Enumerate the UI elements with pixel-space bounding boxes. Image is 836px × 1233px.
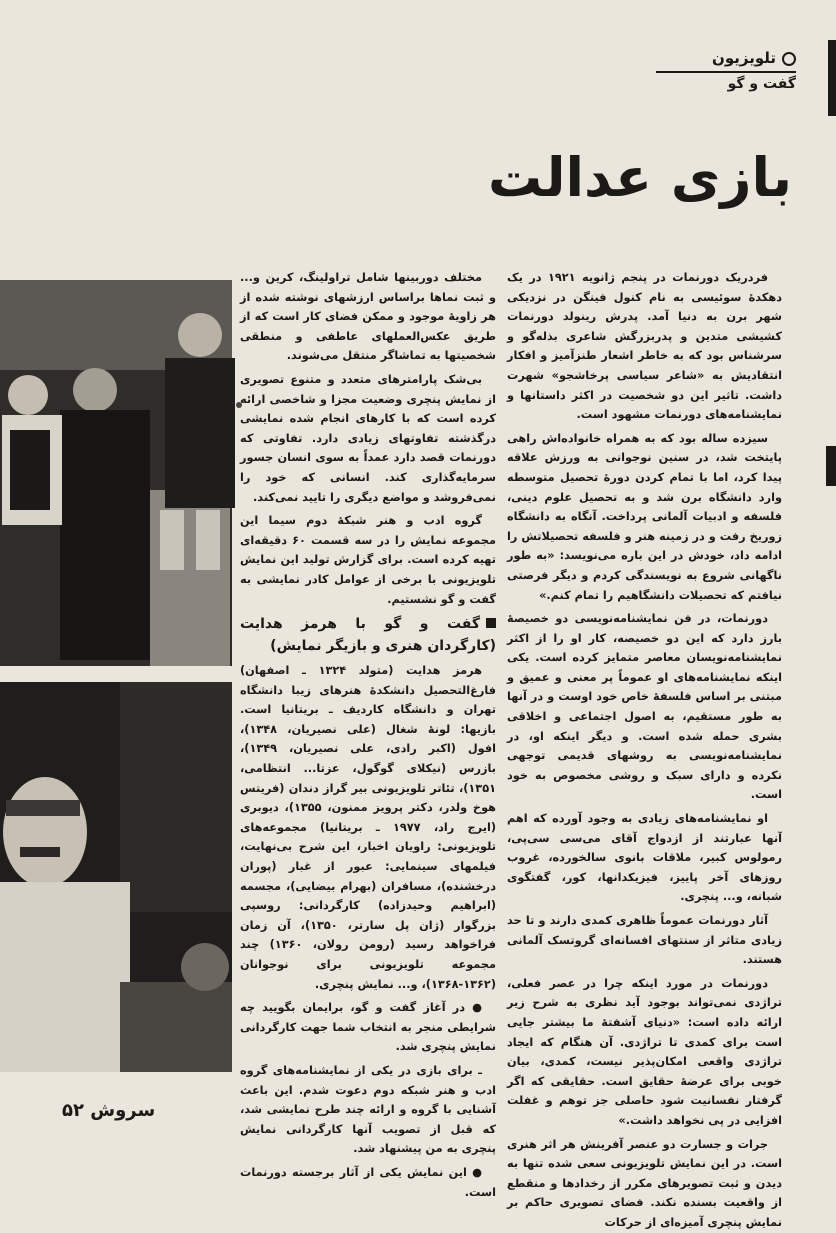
answer: ـ برای بازی در یکی از نمایشنامه‌های گروه ادب و هنر شبکه دوم دعوت شدم. این باعث آشنایی با گروه و ارائه چند طرح نمایشی شد، که قبل از تصویب آنها کارگردانی نمایش پنچری به من پیشنهاد شد.: [240, 1063, 496, 1156]
question: ● در آغاز گفت و گو، برایمان بگویید چه شرایطی منجر به انتخاب شما جهت کارگردانی نمایش پنچری شد.: [240, 1001, 496, 1054]
paragraph: فردریک دورنمات در پنجم ژانویه ۱۹۲۱ در یک دهکدهٔ سوئیسی به نام کنول فینگن در نزدیکی شهر برن به دنیا آمد. پدرش رینولد دورنمات کشیشی متدین و پدربزرگش شاعری بذله‌گو و سرشناس بود که به خاطر اشعار طنزآمیز و افکار انتقادیش به «شاعر سیاسی پرخاشجو» شهرت داشت. تاثیر این دو شخصیت در اکثر داستانها و نمایشنامه‌های دورنمات مشهود است.: [507, 271, 782, 422]
paragraph: دورنمات، در فن نمایشنامه‌نویسی دو خصیصهٔ بارز دارد که این دو خصیصه، کار او را از اکثر نمایشنامه‌نویسان معاصر متمایز کرده است. یکی اینکه نمایشنامه‌های او عموماً پر معنی و عمیق و مبتنی بر اساس فلسفهٔ خاص خود اوست و در آنها به طور مستقیم، به اصول اجتماعی و اخلاقی بشری حمله شده است. و دیگر اینکه او، در نمایشنامه‌نویسی به روشهای قدیمی توجهی نکرده و دارای سبک و روشی مخصوص به خود است.: [507, 612, 782, 802]
paragraph: او نمایشنامه‌های زیادی به وجود آورده که اهم آنها عبارتند از ازدواج آقای می‌سی سی‌پی، رمولوس کبیر، ملاقات بانوی سالخورده، غروب روزهای آخر پاییز، فیزیکدانها، کور، گفتگوی شبانه، و... پنچری.: [507, 812, 782, 904]
paragraph: سیزده ساله بود که به همراه خانواده‌اش راهی پایتخت شد، در سنین نوجوانی به ورزش علاقه پیدا کرد، اما با تمام کردن دورهٔ تحصیل متوسطه وارد دانشگاه برن شد و به تحصیل علوم دینی، فلسفه و ادبیات آلمانی پرداخت. آنگاه به دانشگاه زوریخ رفت و در زمینه هنر و فلسفه تحصیلاتش را ادامه داد، خودش در این باره می‌نویسد: «به طور ناگهانی شروع به نویسندگی کردم و دیگر فرصتی نیافتم که تحصیلات دانشگاهیم را تمام کنم.»: [507, 431, 782, 602]
paragraph: جرات و جسارت دو عنصر آفرینش هر اثر هنری است. در این نمایش تلویزیونی سعی شده تنها به دیدن و ثبت تصویرهای مکرر از رخدادها و منقطع از واقعیت بسنده نکند. فضای تصویری حاکم بر نمایش پنچری آمیزه‌ای از حرکات: [507, 1137, 782, 1229]
page-folio: سروش ۵۲: [62, 1100, 156, 1121]
article-column-right: [507, 268, 782, 1229]
question: ● این نمایش یکی از آثار برجسته دورنمات است.: [240, 1165, 496, 1199]
article-column-middle: [240, 268, 497, 1199]
section-category-line: [656, 48, 796, 67]
production-photo-group: [0, 280, 232, 666]
bio-paragraph: هرمز هدایت (متولد ۱۳۲۴ ـ اصفهان) فارغ‌التحصیل دانشکدهٔ هنرهای زیبا دانشگاه تهران و دانشگاه کاردیف ـ بریتانیا است. بازیها: لونهٔ شغال (علی نصیریان، ۱۳۴۸)، افول (اکبر رادی، علی نصیریان، ۱۳۴۹)، بازرس (نیکلای گوگول، عزتا... انتظامی، ۱۳۵۱)، تئاتر تلویزیونی بیر گراز دندان (فریتس هوخ ولدر، دکتر پرویز ممنون، ۱۳۵۵)، دیوبری (ایرج راد، ۱۹۷۷ ـ بریتانیا) مجموعه‌های تلویزیونی: راویان اخبار، این شرح بی‌نهایت، فیلمهای سینمایی: عبور از غبار (پوران درخشنده)، مسافران (بهرام بیضایی)، مجسمه (ابراهیم وحیدزاده) کارگردانی: روسپی بزرگوار (ژان پل سارتر، ۱۳۵۰)، آن زمان فراخواهد رسید (رومن رولان، ۱۳۶۰) چند مجموعه تلویزیونی برای نوجوانان (۱۳۶۲-۱۳۶۸)، و... نمایش پنچری.: [240, 664, 497, 991]
circle-icon: [782, 52, 796, 66]
edge-tab-marker-lower: [826, 446, 836, 486]
section-rule: [656, 71, 796, 73]
square-bullet-icon: [486, 618, 496, 628]
paragraph: گروه ادب و هنر شبکهٔ دوم سیما این مجموعه نمایش را در سه قسمت ۶۰ دقیقه‌ای تهیه کرده است. برای گزارش تولید این نمایش تلویزیونی با برخی از عوامل کادر نمایشی به گفت و گو نشستیم.: [240, 514, 496, 606]
interview-heading: [240, 613, 496, 657]
interview-heading-text: گفت و گو با هرمز هدایت (کارگردان هنری و بازیگر نمایش): [240, 616, 496, 655]
section-header: [656, 48, 796, 92]
paragraph: بی‌شک پارامترهای متعدد و متنوع تصویری از نمایش پنچری وضعیت مجزا و شاخصی ارائه کرده است که با کارهای انجام شده نمایشی درگذشته تفاوتهای زیادی دارد. تفاوتی که دورنمات قصد دارد عمداً به سوی انسان جسور سرمایه‌گذاری کند. انسانی که خود را نمی‌فروشد و مواضع دیگری را تایید نمی‌کند.: [240, 372, 496, 504]
portrait-illustration: [0, 682, 232, 1072]
paragraph: آثار دورنمات عموماً ظاهری کمدی دارند و تا حد زیادی متاثر از سنتهای افسانه‌ای گروتسک آلمانی هستند.: [507, 914, 782, 967]
section-subcategory: گفت و گو: [727, 76, 796, 92]
edge-tab-marker: [828, 40, 836, 116]
portrait-photo-hormoz-hedayat: [0, 682, 232, 1072]
paragraph: مختلف دوربینها شامل تراولینگ، کرین و... و ثبت نماها براساس ارزشهای نوشته شده از هر زاویهٔ موجود و ممکن فضای کار است که از طریق عکس‌العملهای عاطفی و منطقی شخصیتها به تماشاگر منتقل می‌شوند.: [240, 271, 496, 363]
section-category: تلویزیون: [712, 49, 776, 67]
group-photo-illustration: [0, 280, 232, 666]
paragraph: دورنمات در مورد اینکه چرا در عصر فعلی، تراژدی نمی‌تواند بوجود آید نظری به شرح زیر ارائه داده است: «دنیای آشفتهٔ ما بیشتر جایی است برای کمدی تا تراژدی. آن هنگام که ایجاد تراژدی واقعی امکان‌پذیر نیست، کمدی، بیان خوبی برای عرضهٔ حقایق است. حقایقی که اگر گرفتار نفسانیت شود حاصلی جز توهم و غفلت افزایی در پی نخواهد داشت.»: [507, 976, 782, 1127]
article-title: بازی عدالت: [488, 146, 792, 209]
